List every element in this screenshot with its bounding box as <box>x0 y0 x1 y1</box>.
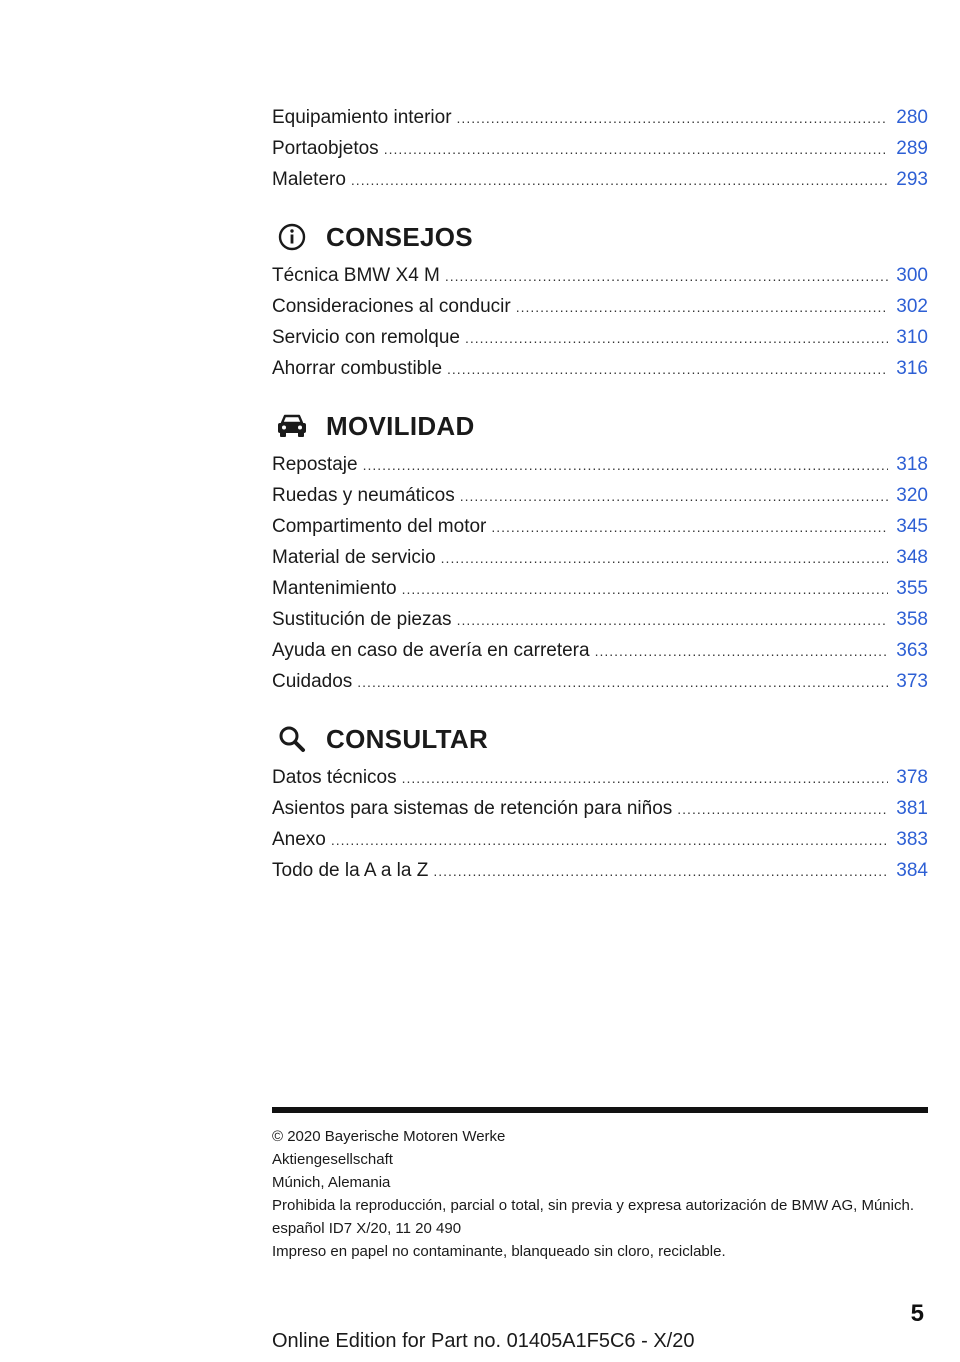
toc-entry-page[interactable]: 348 <box>896 547 928 568</box>
section-consejos <box>272 217 928 384</box>
toc-entry-label: Asientos para sistemas de retención para niños <box>272 798 673 819</box>
toc-entry[interactable] <box>272 480 928 511</box>
toc-entry[interactable] <box>272 793 928 824</box>
search-icon <box>272 719 312 759</box>
dot-leader <box>331 825 888 856</box>
toc-entry-label: Ahorrar combustible <box>272 358 443 379</box>
toc-entry-label: Técnica BMW X4 M <box>272 265 440 286</box>
section-heading <box>272 217 928 257</box>
toc-entry-label: Todo de la A a la Z <box>272 860 429 881</box>
toc-entry[interactable] <box>272 855 928 886</box>
toc-entry-page[interactable]: 320 <box>896 485 928 506</box>
toc-entry-page[interactable]: 384 <box>896 860 928 881</box>
toc-entry[interactable] <box>272 322 928 353</box>
section-movilidad <box>272 406 928 697</box>
imprint-line: Aktiengesellschaft <box>272 1151 393 1168</box>
section-heading <box>272 719 928 759</box>
car-icon <box>272 406 312 446</box>
toc-entry[interactable] <box>272 824 928 855</box>
toc-entry-label: Cuidados <box>272 671 353 692</box>
imprint-line: español ID7 X/20, 11 20 490 <box>272 1220 462 1237</box>
imprint <box>272 1125 928 1263</box>
toc-entry-label: Ruedas y neumáticos <box>272 485 455 506</box>
toc-entry[interactable] <box>272 542 928 573</box>
section-heading <box>272 406 928 446</box>
toc-entry[interactable] <box>272 353 928 384</box>
toc-entry[interactable] <box>272 573 928 604</box>
toc-entry[interactable] <box>272 762 928 793</box>
toc-entry-page[interactable]: 381 <box>896 798 928 819</box>
dot-leader <box>457 605 889 636</box>
toc-entry[interactable] <box>272 511 928 542</box>
toc-entry-label: Repostaje <box>272 454 358 475</box>
dot-leader <box>677 794 888 825</box>
imprint-line: © 2020 Bayerische Motoren Werke <box>272 1128 506 1145</box>
toc-entry[interactable] <box>272 449 928 480</box>
toc-entry-label: Anexo <box>272 829 326 850</box>
toc-entry-page[interactable]: 345 <box>896 516 928 537</box>
toc-entry-label: Datos técnicos <box>272 767 397 788</box>
toc-entry-page[interactable]: 355 <box>896 578 928 599</box>
footer-divider <box>272 1107 928 1113</box>
watermark: Online Edition for Part no. 01405A1F5C6 - X/20 <box>272 1330 695 1352</box>
toc-entry[interactable] <box>272 133 928 164</box>
imprint-line: Impreso en papel no contaminante, blanqueado sin cloro, reciclable. <box>272 1243 726 1260</box>
toc-entry[interactable] <box>272 102 928 133</box>
toc-entry-page[interactable]: 383 <box>896 829 928 850</box>
toc-entry-label: Servicio con remolque <box>272 327 460 348</box>
dot-leader <box>363 450 889 481</box>
toc-entry-page[interactable]: 300 <box>896 265 928 286</box>
toc-entry[interactable] <box>272 604 928 635</box>
toc-entry-label: Consideraciones al conducir <box>272 296 511 317</box>
section-title: CONSEJOS <box>326 221 473 252</box>
dot-leader <box>402 763 889 794</box>
dot-leader <box>516 292 889 323</box>
dot-leader <box>402 574 889 605</box>
toc-entry-label: Equipamiento interior <box>272 107 452 128</box>
toc-entry-page[interactable]: 378 <box>896 767 928 788</box>
toc-entry-page[interactable]: 289 <box>896 138 928 159</box>
toc-entry-label: Sustitución de piezas <box>272 609 452 630</box>
dot-leader <box>457 103 889 134</box>
toc-entry[interactable] <box>272 666 928 697</box>
toc-entry-page[interactable]: 363 <box>896 640 928 661</box>
toc-entry-page[interactable]: 293 <box>896 169 928 190</box>
dot-leader <box>351 165 888 196</box>
imprint-line: Múnich, Alemania <box>272 1174 391 1191</box>
info-icon <box>272 217 312 257</box>
toc-entry-label: Mantenimiento <box>272 578 397 599</box>
dot-leader <box>595 636 889 667</box>
toc-entry[interactable] <box>272 164 928 195</box>
toc-entry[interactable] <box>272 260 928 291</box>
toc-entry-page[interactable]: 358 <box>896 609 928 630</box>
imprint-line: Prohibida la reproducción, parcial o total, sin previa y expresa autorización de BMW AG, Múnich. <box>272 1197 914 1214</box>
dot-leader <box>465 323 888 354</box>
toc-entry-label: Compartimento del motor <box>272 516 487 537</box>
section-title: MOVILIDAD <box>326 410 475 441</box>
toc-entry-page[interactable]: 318 <box>896 454 928 475</box>
toc-entry[interactable] <box>272 291 928 322</box>
dot-leader <box>433 856 888 887</box>
toc-entry-page[interactable]: 302 <box>896 296 928 317</box>
dot-leader <box>384 134 889 165</box>
toc-entry-page[interactable]: 280 <box>896 107 928 128</box>
toc-entry-page[interactable]: 316 <box>896 358 928 379</box>
toc-entry-label: Ayuda en caso de avería en carretera <box>272 640 590 661</box>
top-entries <box>272 102 928 195</box>
toc-entry-page[interactable]: 373 <box>896 671 928 692</box>
toc-entry-page[interactable]: 310 <box>896 327 928 348</box>
table-of-contents <box>272 102 928 886</box>
dot-leader <box>491 512 888 543</box>
dot-leader <box>460 481 889 512</box>
toc-entry-label: Material de servicio <box>272 547 436 568</box>
page-number: 5 <box>910 1300 924 1327</box>
section-title: CONSULTAR <box>326 723 489 754</box>
section-consultar <box>272 719 928 886</box>
dot-leader <box>441 543 889 574</box>
dot-leader <box>357 667 888 698</box>
toc-entry-label: Maletero <box>272 169 346 190</box>
dot-leader <box>447 354 888 385</box>
toc-entry[interactable] <box>272 635 928 666</box>
dot-leader <box>445 261 888 292</box>
toc-entry-label: Portaobjetos <box>272 138 379 159</box>
